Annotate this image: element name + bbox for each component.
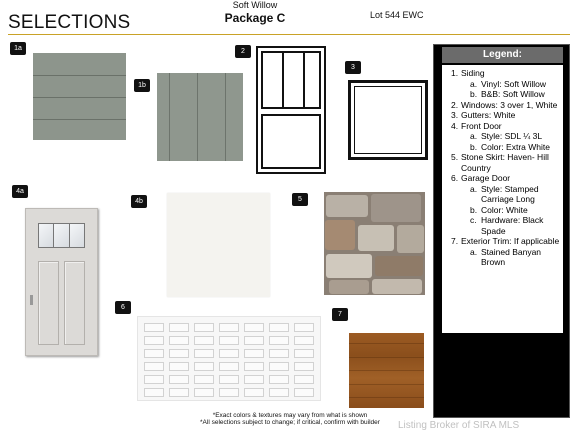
mls-watermark: Listing Broker of SIRA MLS [398, 420, 520, 431]
garage-door-panel [244, 388, 264, 397]
badge-1b: 1b [134, 79, 150, 92]
stone-block [397, 225, 424, 253]
legend-subitem: b. Color: Extra White [470, 141, 550, 152]
wood-grain [349, 370, 424, 371]
swatch-board-and-batten [157, 73, 243, 161]
door-panel-right [64, 261, 85, 345]
package-name: Package C [224, 11, 286, 25]
legend-item: 4. Front Door [451, 120, 502, 131]
garage-door-panel [144, 349, 164, 358]
garage-door-panel [244, 349, 264, 358]
footnote-colors: *Exact colors & textures may vary from what is shown [212, 412, 368, 419]
badge-7: 7 [332, 308, 348, 321]
title-divider [8, 34, 570, 35]
legend-item: 5. Stone Skirt: Haven- Hill Country [451, 152, 549, 173]
garage-door-panel [219, 362, 239, 371]
legend-subitem: c. Hardware: Black Spade [470, 215, 544, 236]
garage-door-panel [269, 349, 289, 358]
swatch-exterior-trim-stain [349, 333, 424, 408]
swatch-door-color [167, 193, 270, 297]
garage-door-panel [219, 375, 239, 384]
swatch-stone-skirt [324, 192, 425, 295]
badge-1a: 1a [10, 42, 26, 55]
stone-block [358, 225, 394, 251]
garage-door-panel [269, 336, 289, 345]
legend-item: 1. Siding [451, 68, 485, 78]
garage-door-panel [219, 349, 239, 358]
door-glass-lites [38, 223, 85, 248]
badge-4b: 4b [131, 195, 147, 208]
badge-3: 3 [345, 61, 361, 74]
garage-door-panel [244, 375, 264, 384]
garage-door-panel [194, 375, 214, 384]
legend-item: 2. Windows: 3 over 1, White [451, 99, 558, 110]
garage-door-panel [294, 375, 314, 384]
garage-door-panel [294, 388, 314, 397]
gutter-frame-illustration [348, 80, 428, 160]
window-illustration [256, 46, 326, 174]
page-title: SELECTIONS [8, 12, 131, 33]
window-muntin [303, 53, 305, 107]
garage-door-panel [294, 362, 314, 371]
color-scheme-name: Soft Willow [232, 0, 278, 10]
garage-door-panel [144, 375, 164, 384]
garage-door-panel [269, 388, 289, 397]
badge-4a: 4a [12, 185, 28, 198]
gutter-frame-inner [354, 86, 422, 154]
stone-block [326, 195, 368, 217]
garage-door-panel [219, 388, 239, 397]
garage-door-panel [144, 362, 164, 371]
garage-door-panel [144, 388, 164, 397]
garage-door-panel [169, 362, 189, 371]
footnote-selections: *All selections subject to change; if critical, confirm with builder [200, 419, 380, 426]
garage-door-panel [244, 323, 264, 332]
wood-grain [349, 357, 424, 358]
garage-door-panel [194, 336, 214, 345]
stone-block [329, 280, 369, 294]
garage-door-panel [169, 349, 189, 358]
front-door-illustration [25, 208, 98, 356]
legend-subitem: b. B&B: Soft Willow [470, 89, 545, 99]
legend-subitem: b. Color: White [470, 204, 528, 215]
legend-subitem: a. Style: SDL ¼ 3L [470, 131, 543, 141]
window-lower-sash [261, 114, 321, 169]
legend-subitem: a. Stained Banyan Brown [470, 246, 542, 267]
stone-block [371, 194, 421, 222]
garage-door-panel [244, 362, 264, 371]
garage-door-panel [194, 362, 214, 371]
garage-door-illustration [137, 316, 321, 401]
garage-door-panel [269, 375, 289, 384]
garage-door-panel [169, 336, 189, 345]
garage-door-panel [294, 336, 314, 345]
window-muntin [282, 53, 284, 107]
legend-title: Legend: [442, 47, 563, 63]
legend-item: 3. Gutters: White [451, 110, 516, 120]
garage-door-panel [269, 362, 289, 371]
wood-grain [349, 397, 424, 398]
wood-grain [349, 384, 424, 385]
garage-door-panel [169, 323, 189, 332]
swatch-vinyl-siding [33, 53, 126, 140]
garage-door-panel [294, 323, 314, 332]
wood-grain [349, 343, 424, 344]
legend-panel [433, 44, 570, 418]
window-upper-sash [261, 51, 321, 109]
garage-door-panel [244, 336, 264, 345]
garage-door-panel [194, 388, 214, 397]
garage-door-panel [219, 323, 239, 332]
garage-door-panel [219, 336, 239, 345]
legend-list [442, 65, 563, 333]
stone-block [372, 279, 422, 294]
garage-door-panel [169, 388, 189, 397]
legend-item: 7. Exterior Trim: If applicable [451, 236, 560, 246]
garage-door-panel [269, 323, 289, 332]
garage-door-panel [144, 336, 164, 345]
door-handle [30, 295, 33, 305]
badge-6: 6 [115, 301, 131, 314]
garage-door-panel [294, 349, 314, 358]
stone-block [326, 254, 372, 278]
stone-block [325, 220, 355, 250]
lot-number: Lot 544 EWC [370, 10, 424, 20]
badge-5: 5 [292, 193, 308, 206]
legend-subitem: a. Style: Stamped Carriage Long [470, 183, 539, 204]
legend-subitem: a. Vinyl: Soft Willow [470, 78, 547, 89]
garage-door-panel [194, 323, 214, 332]
garage-door-panel [144, 323, 164, 332]
garage-door-panel [194, 349, 214, 358]
badge-2: 2 [235, 45, 251, 58]
garage-door-panel [169, 375, 189, 384]
stone-block [375, 256, 423, 276]
legend-item: 6. Garage Door [451, 173, 511, 183]
door-panel-left [38, 261, 59, 345]
